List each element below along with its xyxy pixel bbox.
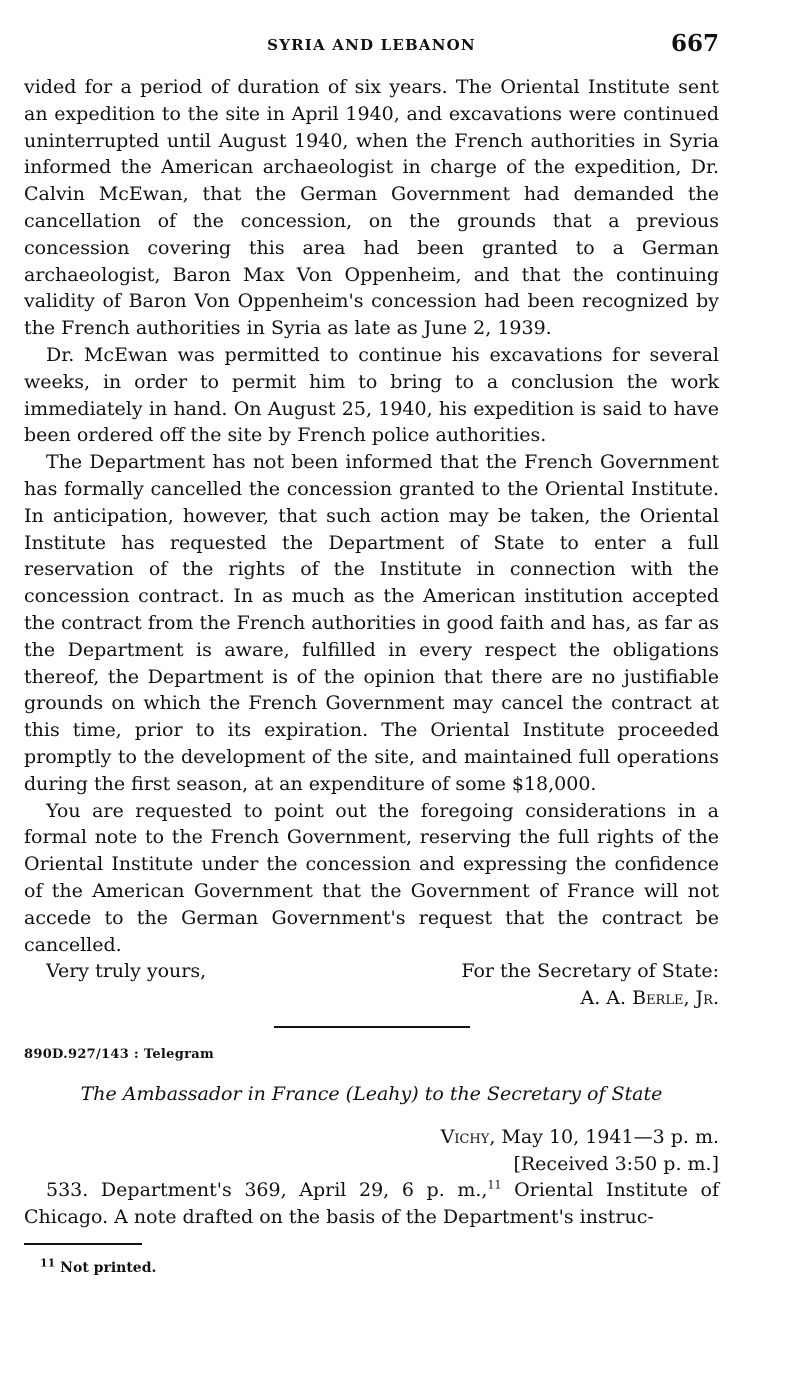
footnote-divider bbox=[24, 1243, 142, 1245]
telegram-heading: The Ambassador in France (Leahy) to the Secretary of State bbox=[80, 1083, 663, 1106]
footnote-reference: 11 bbox=[487, 1179, 502, 1193]
footnote-number: 11 bbox=[40, 1256, 56, 1270]
letter-paragraph-2: Dr. McEwan was permitted to continue his excavations for several weeks, in order to permit him to bring to a conclusion the work immediately in hand. On August 25, 1940, his expedition is said to have been ordered off the site by French police authorities. bbox=[24, 343, 719, 447]
telegram-dateline bbox=[24, 1124, 719, 1151]
page-number: 667 bbox=[670, 30, 719, 57]
letter-paragraph-1: vided for a period of duration of six years. The Oriental Institute sent an expedition to the site in April 1940, and excavations were continued uninterrupted until August 1940, when the French authorities in Syria informed the American archaeologist in charge of the expedition, Dr. Calvin McEwan, that the German Government had demanded the cancellation of the concession, on the grounds that a previous concession covering this area had been granted to a German archaeologist, Baron Max Von Oppenheim, and that the continuing validity of Baron Von Oppenheim's concession had been recognized by the French authorities in Syria as late as June 2, 1939. bbox=[24, 76, 719, 340]
running-title: SYRIA AND LEBANON bbox=[267, 36, 476, 54]
footnote-text: Not printed. bbox=[55, 1260, 157, 1277]
telegram-date-time: , May 10, 1941—3 p. m. bbox=[489, 1125, 719, 1148]
complimentary-close: Very truly yours, bbox=[46, 960, 207, 983]
telegram-place: Vichy bbox=[440, 1125, 490, 1148]
telegram-body-continued: Oriental Institute of Chicago. A note drafted on the basis of the Department's instruc- bbox=[24, 1179, 719, 1229]
signature-block bbox=[461, 958, 719, 1012]
document-reference: 890D.927/143 : Telegram bbox=[24, 1047, 215, 1063]
signature-for: For the Secretary of State: bbox=[461, 960, 719, 983]
signature-name: A. A. Berle, Jr. bbox=[580, 987, 719, 1010]
letter-closing-block bbox=[24, 958, 719, 1012]
letter-paragraph-4: You are requested to point out the foregoing considerations in a formal note to the French Government, reserving the full rights of the Oriental Institute under the concession and expressing the confidence of the American Government that the Government of France will not accede to the German Government's request that the contract be cancelled. bbox=[24, 799, 719, 956]
telegram-received: [Received 3:50 p. m.] bbox=[513, 1152, 719, 1175]
footnote bbox=[24, 1255, 719, 1282]
letter-paragraph-3: The Department has not been informed that the French Government has formally cancelled the concession granted to the Oriental Institute. In anticipation, however, that such action may be taken, the Oriental Institute has requested the Department of State to enter a full reservation of the rights of the Institute in connection with the concession contract. In as much as the American institution accepted the contract from the French authorities in good faith and has, as far as the Department is aware, fulfilled in every respect the obligations thereof, the Department is of the opinion that there are no justifiable grounds on which the French Government may cancel the contract at this time, prior to its expiration. The Oriental Institute proceeded promptly to the development of the site, and maintained full operations during the first season, at an expenditure of some $18,000. bbox=[24, 451, 719, 795]
running-header bbox=[24, 30, 719, 60]
telegram-body-start: 533. Department's 369, April 29, 6 p. m., bbox=[46, 1179, 488, 1202]
telegram-paragraph bbox=[24, 1177, 719, 1231]
page-body bbox=[24, 74, 719, 1282]
section-divider bbox=[274, 1026, 470, 1028]
